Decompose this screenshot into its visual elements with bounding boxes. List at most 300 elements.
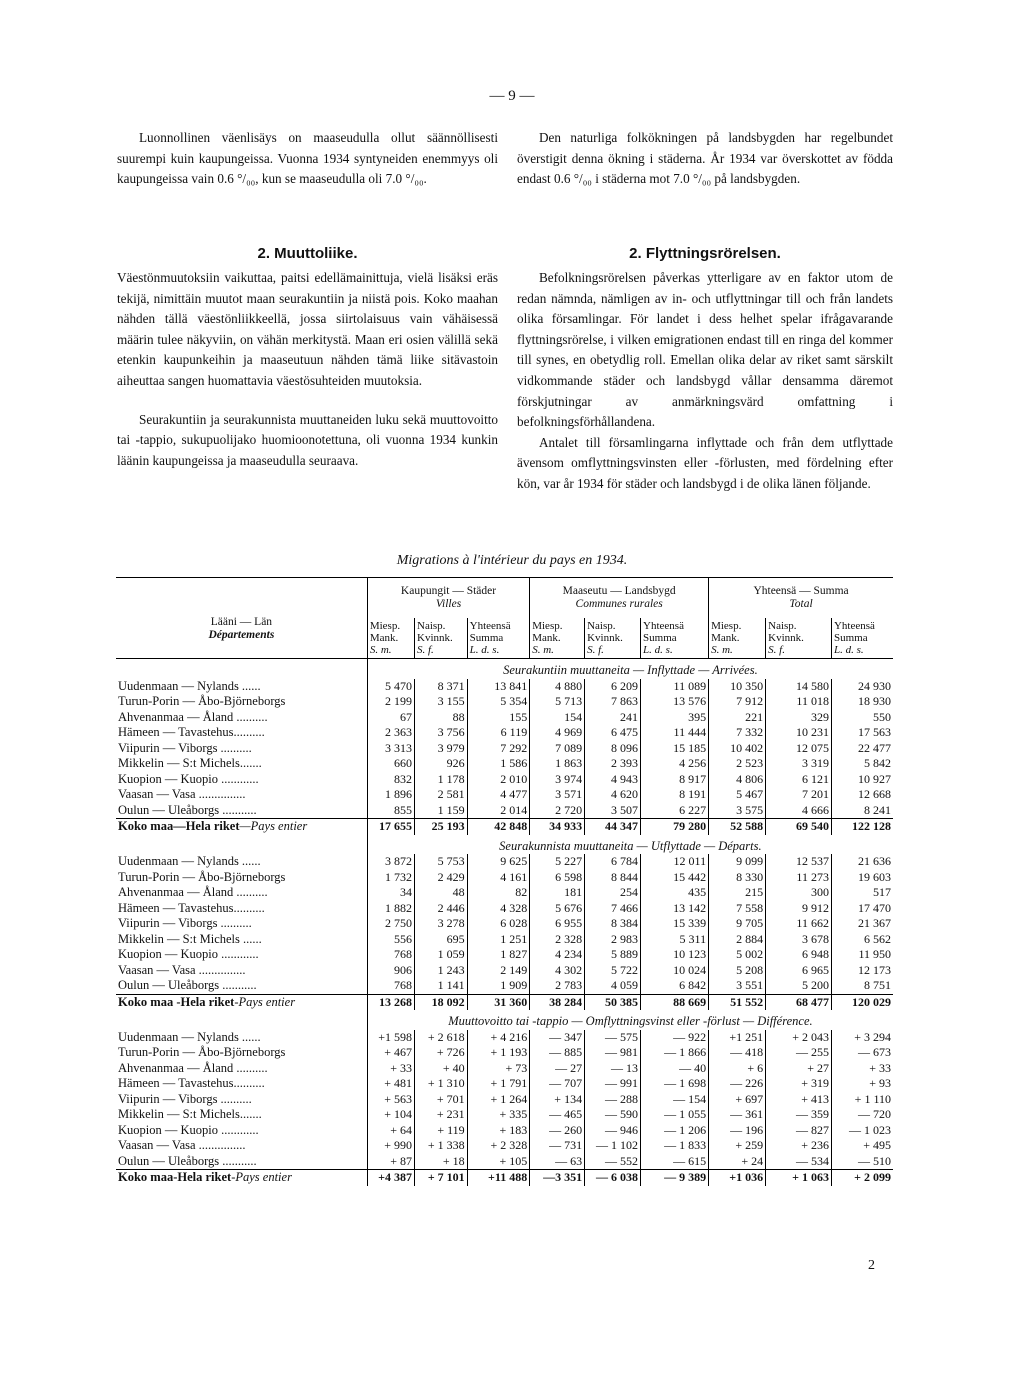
row-department: Ahvenanmaa — Åland .......... — [116, 1061, 367, 1077]
para2-fi: Seurakuntiin ja seurakunnista muuttaneiden luku sekä muuttovoitto tai -tappio, sukupuolijako huomioonotettuna, oli vuonna 1934 kunkin läänin kaupungeissa ja maaseudulla seuraava. — [117, 411, 498, 468]
table-cell: — 347 — [530, 1030, 585, 1046]
table-cell: — 154 — [641, 1092, 709, 1108]
section-title-row — [116, 659, 893, 679]
table-cell: 3 319 — [766, 756, 832, 772]
table-cell: — 615 — [641, 1154, 709, 1170]
subcol-header-line: Yhteensä — [469, 620, 511, 632]
table-cell: 2 581 — [415, 787, 468, 803]
table-cell: — 260 — [530, 1123, 585, 1139]
table-cell: 2 014 — [467, 803, 530, 819]
group-title-total: Yhteensä — Summa — [753, 585, 849, 597]
table-cell: + 24 — [709, 1154, 766, 1170]
table-cell: + 87 — [367, 1154, 414, 1170]
total-cell: 42 848 — [467, 819, 530, 835]
table-cell: — 510 — [858, 1153, 891, 1168]
table-row — [116, 1061, 893, 1077]
table-cell: 5 722 — [585, 963, 641, 979]
table-cell: 4 477 — [467, 787, 530, 803]
table-cell: + 6 — [709, 1061, 766, 1077]
row-department: Oulun — Uleåborgs ........... — [116, 978, 367, 994]
heading-swedish: 2. Flyttningsrörelsen. — [629, 245, 781, 262]
table-cell: 7 089 — [530, 741, 585, 757]
table-cell: 21 367 — [858, 916, 891, 930]
total-cell: 50 385 — [585, 994, 641, 1010]
subcol-header-line: S. f. — [587, 644, 604, 656]
table-cell: 5 200 — [766, 978, 832, 994]
corner-number: 2 — [868, 1258, 875, 1273]
row-department: Uudenmaan — Nylands ...... — [116, 679, 367, 695]
table-cell: 3 974 — [530, 772, 585, 788]
row-department: Viipurin — Viborgs .......... — [116, 1092, 367, 1108]
table-cell: 695 — [415, 932, 468, 948]
table-cell: 7 863 — [585, 694, 641, 710]
table-cell: — 465 — [530, 1107, 585, 1123]
table-row — [116, 1076, 893, 1092]
row-department: Vaasan — Vasa ............... — [116, 787, 367, 803]
section-title-spacer — [116, 1010, 367, 1030]
table-cell: 2 720 — [530, 803, 585, 819]
body-finnish — [117, 268, 498, 471]
table-row — [116, 772, 893, 788]
row-department: Kuopion — Kuopio ............ — [116, 1123, 367, 1139]
para1-sv: Befolkningsrörelsen påverkas ytterligare av en faktor utom de redan nämnda, nämligen av in- och utflyttningar till och från landets olika församlingar. För landet i dess helhet spelar ifrågavarande flyttningsrörelse, i vilken emigrationen endast till en ringa del kommer till synes, en obetydlig roll. Emellan olika delar av riket samt särskilt vidkommande städer och landsbygd vållar densamma däremot förskjutningar av anmärkningsvärd omfattning i befolkningsförhållandena. — [517, 270, 893, 430]
section-title-spacer — [116, 835, 367, 855]
table-cell: — 720 — [858, 1107, 891, 1121]
table-cell: 8 844 — [585, 870, 641, 886]
table-cell: 1 732 — [367, 870, 414, 886]
table-cell: 2 429 — [415, 870, 468, 886]
table-cell: 6 475 — [585, 725, 641, 741]
row-department: Ahvenanmaa — Åland .......... — [116, 885, 367, 901]
table-cell: 3 313 — [367, 741, 414, 757]
table-cell: 12 537 — [766, 854, 832, 870]
intro-finnish — [117, 128, 498, 190]
table-cell: + 1 791 — [467, 1076, 530, 1092]
total-cell: 69 540 — [766, 819, 832, 835]
table-cell: 2 199 — [367, 694, 414, 710]
table-cell: 517 — [873, 885, 891, 899]
table-row — [116, 787, 893, 803]
row-department: Hämeen — Tavastehus.......... — [116, 1076, 367, 1092]
table-cell: + 563 — [367, 1092, 414, 1108]
total-cell: 34 933 — [530, 819, 585, 835]
table-cell: 18 930 — [858, 694, 891, 708]
row-department: Mikkelin — S:t Michels ...... — [116, 932, 367, 948]
total-cell: 88 669 — [641, 994, 709, 1010]
group-sub-total: Total — [789, 598, 813, 610]
table-cell: 241 — [585, 710, 641, 726]
table-row — [116, 803, 893, 819]
group-sub-rural: Communes rurales — [575, 598, 663, 610]
table-cell: 10 927 — [858, 771, 891, 786]
table-cell: + 1 110 — [854, 1091, 891, 1106]
table-cell: 181 — [530, 885, 585, 901]
table-cell: 15 185 — [641, 741, 709, 757]
table-cell: 3 756 — [415, 725, 468, 741]
subcol-header-line: Summa — [643, 632, 677, 644]
table-cell: + 697 — [709, 1092, 766, 1108]
table-cell: 1 159 — [415, 803, 468, 819]
table-row — [116, 725, 893, 741]
table-cell: + 64 — [367, 1123, 414, 1139]
table-cell: 4 234 — [530, 947, 585, 963]
heading-finnish: 2. Muuttoliike. — [257, 245, 358, 262]
table-cell: 926 — [415, 756, 468, 772]
table-cell: 12 668 — [858, 787, 891, 801]
table-cell: — 981 — [585, 1045, 641, 1061]
table-cell: — 1 206 — [641, 1123, 709, 1139]
row-department: Hämeen — Tavastehus.......... — [116, 725, 367, 741]
table-cell: 9 099 — [709, 854, 766, 870]
table-cell: 88 — [415, 710, 468, 726]
table-cell: 8 330 — [709, 870, 766, 886]
table-row — [116, 963, 893, 979]
table-cell: 10 123 — [641, 947, 709, 963]
subcol-header-line: S. f. — [417, 644, 434, 656]
subcol-header — [585, 618, 641, 659]
table-cell: 5 713 — [530, 694, 585, 710]
table-cell: + 701 — [415, 1092, 468, 1108]
table-cell: 6 227 — [641, 803, 709, 819]
row-department: Turun-Porin — Åbo-Björneborgs — [116, 694, 367, 710]
table-cell: 6 965 — [766, 963, 832, 979]
total-cell: +4 387 — [367, 1170, 414, 1186]
subcol-header-line: S. m. — [369, 644, 392, 656]
table-cell: + 467 — [367, 1045, 414, 1061]
table-cell: 9 625 — [467, 854, 530, 870]
table-row — [116, 1107, 893, 1123]
table-cell: + 726 — [415, 1045, 468, 1061]
table-cell: + 1 338 — [415, 1138, 468, 1154]
total-label — [116, 1170, 367, 1186]
table-cell: 5 354 — [467, 694, 530, 710]
row-department: Mikkelin — S:t Michels....... — [116, 756, 367, 772]
table-cell: 5 889 — [585, 947, 641, 963]
total-cell: 51 552 — [709, 994, 766, 1010]
table-cell: 11 018 — [766, 694, 832, 710]
table-cell: 82 — [467, 885, 530, 901]
table-cell: 5 676 — [530, 901, 585, 917]
table-cell: + 2 043 — [766, 1030, 832, 1046]
table-cell: 4 328 — [467, 901, 530, 917]
table-cell: 11 950 — [858, 947, 891, 961]
subcol-header — [709, 618, 766, 659]
table-cell: 6 784 — [585, 854, 641, 870]
table-cell: 2 010 — [467, 772, 530, 788]
table-cell: + 413 — [766, 1092, 832, 1108]
subcol-header-line: L. d. s. — [643, 644, 673, 656]
table-cell: + 990 — [367, 1138, 414, 1154]
table-cell: — 827 — [766, 1123, 832, 1139]
table-row — [116, 679, 893, 695]
table-row — [116, 885, 893, 901]
row-department: Turun-Porin — Åbo-Björneborgs — [116, 870, 367, 886]
total-cell: 52 588 — [709, 819, 766, 835]
table-cell: 215 — [709, 885, 766, 901]
table-cell: 14 580 — [766, 679, 832, 695]
table-cell: 8 096 — [585, 741, 641, 757]
table-cell: 11 089 — [641, 679, 709, 695]
subcol-header-line: L. d. s. — [469, 644, 500, 656]
subcol-header-line: Yhteensä — [833, 620, 875, 632]
table-cell: 10 350 — [709, 679, 766, 695]
table-cell: 6 842 — [641, 978, 709, 994]
table-cell: 6 028 — [467, 916, 530, 932]
table-cell: + 236 — [766, 1138, 832, 1154]
dept-header-fr: Départements — [208, 629, 275, 641]
total-cell: 18 092 — [415, 994, 468, 1010]
row-department: Hämeen — Tavastehus.......... — [116, 901, 367, 917]
table-cell: — 707 — [530, 1076, 585, 1092]
total-cell: + 7 101 — [415, 1170, 468, 1186]
group-title-rural: Maaseutu — Landsbygd — [562, 585, 676, 597]
dept-header — [116, 578, 367, 659]
table-cell: + 1 193 — [467, 1045, 530, 1061]
table-cell: 2 328 — [530, 932, 585, 948]
subcol-header-line: Naisp. — [417, 620, 446, 632]
table-cell: — 1 055 — [641, 1107, 709, 1123]
subcol-header — [641, 618, 709, 659]
table-cell: 9 912 — [766, 901, 832, 917]
total-cell: — 6 038 — [585, 1170, 641, 1186]
table-cell: + 183 — [467, 1123, 530, 1139]
table-cell: 1 059 — [415, 947, 468, 963]
total-cell: 13 268 — [367, 994, 414, 1010]
table-cell: 11 444 — [641, 725, 709, 741]
section-title: Seurakuntiin muuttaneita — Inflyttade — Arrivées. — [503, 663, 758, 677]
table-cell: 4 969 — [530, 725, 585, 741]
intro-swedish — [517, 128, 893, 190]
table-cell: 1 141 — [415, 978, 468, 994]
total-cell: 120 029 — [831, 994, 893, 1010]
table-cell: 254 — [585, 885, 641, 901]
table-cell: 4 059 — [585, 978, 641, 994]
para1-fi: Väestönmuutoksiin vaikuttaa, paitsi edellämainittuja, vielä lisäksi eräs tekijä, nimittäin muutot maan seurakuntiin ja niistä pois. Koko maahan nähden tällä väestönliikkeellä, jossa siirtolaisuus vain vähäisessä määrin tulee näkyviin, on vähän merkitystä. Maan eri osien välillä sekä etenkin kaupunkeihin ja maaseutuun nähden tämä liike sitävastoin aiheuttaa sangen huomattavia väestösuhteiden muutoksia. — [117, 270, 498, 388]
table-cell: 10 231 — [766, 725, 832, 741]
table-cell: + 1 310 — [415, 1076, 468, 1092]
table-cell: + 2 328 — [467, 1138, 530, 1154]
table-cell: 395 — [641, 710, 709, 726]
subcol-header-line: S. m. — [711, 644, 733, 656]
table-cell: 2 884 — [709, 932, 766, 948]
total-cell: — 9 389 — [641, 1170, 709, 1186]
intro-fi-text: Luonnollinen väenlisäys on maaseudulla ollut säännöllisesti suurempi kuin kaupungeissa. Vuonna 1934 syntyneiden enemmyys oli kaupungeissa vain 0.6 °/₀₀, kun se maaseudulla oli 7.0 °/₀₀. — [117, 130, 498, 187]
table-cell: + 319 — [766, 1076, 832, 1092]
table-row — [116, 870, 893, 886]
table-cell: + 481 — [367, 1076, 414, 1092]
table-cell: 1 178 — [415, 772, 468, 788]
subcol-header-line: Miesp. — [532, 620, 563, 632]
table-cell: — 1 023 — [849, 1122, 891, 1137]
table-cell: 19 603 — [858, 869, 891, 884]
table-cell: 4 256 — [641, 756, 709, 772]
table-title: Migrations à l'intérieur du pays en 1934. — [396, 553, 628, 568]
table-cell: 768 — [367, 947, 414, 963]
table-cell: 556 — [367, 932, 414, 948]
table-cell: 3 571 — [530, 787, 585, 803]
table-cell: 17 563 — [858, 725, 891, 739]
table-cell: — 1 833 — [641, 1138, 709, 1154]
table-cell: 8 241 — [864, 802, 891, 817]
table-row — [116, 1123, 893, 1139]
total-label-fr: —Pays entier — [239, 819, 308, 833]
table-cell: 6 121 — [766, 772, 832, 788]
subcol-header-line: Mank. — [711, 632, 740, 644]
subcol-header — [831, 618, 893, 659]
group-header-total — [709, 578, 893, 619]
table-cell: 11 273 — [766, 870, 832, 886]
table-cell: + 134 — [530, 1092, 585, 1108]
table-cell: — 991 — [585, 1076, 641, 1092]
table-cell: 2 446 — [415, 901, 468, 917]
table-cell: 2 393 — [585, 756, 641, 772]
table-cell: + 104 — [367, 1107, 414, 1123]
table-cell: — 534 — [766, 1154, 832, 1170]
table-cell: 4 666 — [766, 803, 832, 819]
table-cell: 1 827 — [467, 947, 530, 963]
row-department: Viipurin — Viborgs .......... — [116, 741, 367, 757]
total-cell: +1 036 — [709, 1170, 766, 1186]
table-cell: — 27 — [530, 1061, 585, 1077]
table-cell: 1 909 — [467, 978, 530, 994]
table-cell: + 231 — [415, 1107, 468, 1123]
table-cell: 1 896 — [367, 787, 414, 803]
total-cell: 38 284 — [530, 994, 585, 1010]
table-row — [116, 1138, 893, 1154]
table-cell: 855 — [367, 803, 414, 819]
section-title-spacer — [116, 659, 367, 679]
total-cell: +11 488 — [467, 1170, 530, 1186]
table-cell: 8 917 — [641, 772, 709, 788]
table-cell: 7 466 — [585, 901, 641, 917]
table-cell: 768 — [367, 978, 414, 994]
group-sub-towns: Villes — [435, 598, 462, 610]
total-label-main: Koko maa—Hela riket — [118, 819, 240, 833]
table-row — [116, 978, 893, 994]
table-cell: 7 292 — [467, 741, 530, 757]
subcol-header-line: Yhteensä — [643, 620, 684, 632]
subcol-header — [467, 618, 530, 659]
table-cell: + 1 264 — [467, 1092, 530, 1108]
subcol-header-line: Miesp. — [711, 620, 742, 632]
table-cell: 22 477 — [858, 740, 891, 755]
table-cell: 4 620 — [585, 787, 641, 803]
subcol-header-line: Summa — [469, 632, 504, 644]
group-header-rural — [530, 578, 709, 619]
table-cell: + 495 — [863, 1138, 891, 1152]
table-cell: 4 161 — [467, 870, 530, 886]
table-cell: — 590 — [585, 1107, 641, 1123]
table-cell: — 731 — [530, 1138, 585, 1154]
table-cell: 4 943 — [585, 772, 641, 788]
table-cell: 435 — [641, 885, 709, 901]
subcol-header — [766, 618, 832, 659]
table-cell: 6 955 — [530, 916, 585, 932]
row-department: Kuopion — Kuopio ............ — [116, 772, 367, 788]
section-title-row — [116, 835, 893, 855]
table-cell: 48 — [415, 885, 468, 901]
total-cell: 68 477 — [766, 994, 832, 1010]
subcol-header-line: Miesp. — [369, 620, 401, 632]
table-cell: + 33 — [869, 1060, 891, 1075]
table-cell: 832 — [367, 772, 414, 788]
table-row — [116, 756, 893, 772]
row-department: Turun-Porin — Åbo-Björneborgs — [116, 1045, 367, 1061]
table-cell: + 335 — [467, 1107, 530, 1123]
subcol-header-line: Kvinnk. — [587, 632, 623, 644]
table-cell: 2 363 — [367, 725, 414, 741]
total-label — [116, 994, 367, 1010]
table-cell: + 33 — [367, 1061, 414, 1077]
table-cell: 5 208 — [709, 963, 766, 979]
table-cell: 329 — [766, 710, 832, 726]
table-cell: — 359 — [766, 1107, 832, 1123]
table-cell: 1 863 — [530, 756, 585, 772]
table-cell: 6 948 — [766, 947, 832, 963]
table-cell: + 2 618 — [415, 1030, 468, 1046]
subcol-header-line: Mank. — [369, 632, 399, 644]
table-cell: — 946 — [585, 1123, 641, 1139]
table-cell: — 922 — [641, 1030, 709, 1046]
table-cell: + 93 — [869, 1076, 891, 1090]
table-cell: 13 142 — [641, 901, 709, 917]
table-cell: 7 332 — [709, 725, 766, 741]
total-cell: 25 193 — [415, 819, 468, 835]
table-cell: 24 930 — [858, 678, 891, 693]
table-row — [116, 1092, 893, 1108]
table-row — [116, 854, 893, 870]
table-cell: + 259 — [709, 1138, 766, 1154]
table-cell: 300 — [766, 885, 832, 901]
table-cell: + 119 — [415, 1123, 468, 1139]
table-cell: 7 558 — [709, 901, 766, 917]
table-cell: 3 155 — [415, 694, 468, 710]
row-department: Oulun — Uleåborgs ........... — [116, 1154, 367, 1170]
header-row-groups — [116, 578, 893, 619]
total-cell: + 1 063 — [766, 1170, 832, 1186]
table-cell: 12 011 — [641, 854, 709, 870]
table-cell: 67 — [367, 710, 414, 726]
table-cell: 10 024 — [641, 963, 709, 979]
row-department: Vaasan — Vasa ............... — [116, 1138, 367, 1154]
body-swedish — [517, 268, 893, 495]
section-title: Muuttovoitto tai -tappio — Omflyttningsvinst eller -förlust — Différence. — [448, 1014, 813, 1028]
table-cell: 8 191 — [641, 787, 709, 803]
table-cell: 3 278 — [415, 916, 468, 932]
subcol-header-line: Naisp. — [587, 620, 616, 632]
table-cell: 5 842 — [864, 756, 891, 770]
table-cell: 3 678 — [766, 932, 832, 948]
total-cell: + 2 099 — [831, 1170, 893, 1186]
row-department: Viipurin — Viborgs .......... — [116, 916, 367, 932]
subcol-header — [367, 618, 414, 659]
total-row — [116, 819, 893, 835]
table-cell: 10 402 — [709, 741, 766, 757]
table-row — [116, 710, 893, 726]
table-cell: — 226 — [709, 1076, 766, 1092]
total-cell: 17 655 — [367, 819, 414, 835]
table-row — [116, 916, 893, 932]
section-title-row — [116, 1010, 893, 1030]
total-label-main: Koko maa-Hela riket — [118, 1170, 232, 1184]
row-department: Mikkelin — S:t Michels....... — [116, 1107, 367, 1123]
table-cell: 221 — [709, 710, 766, 726]
subcol-header — [415, 618, 468, 659]
table-cell: 21 636 — [858, 854, 891, 868]
table-cell: — 13 — [585, 1061, 641, 1077]
table-cell: 906 — [367, 963, 414, 979]
table-cell: 1 243 — [415, 963, 468, 979]
